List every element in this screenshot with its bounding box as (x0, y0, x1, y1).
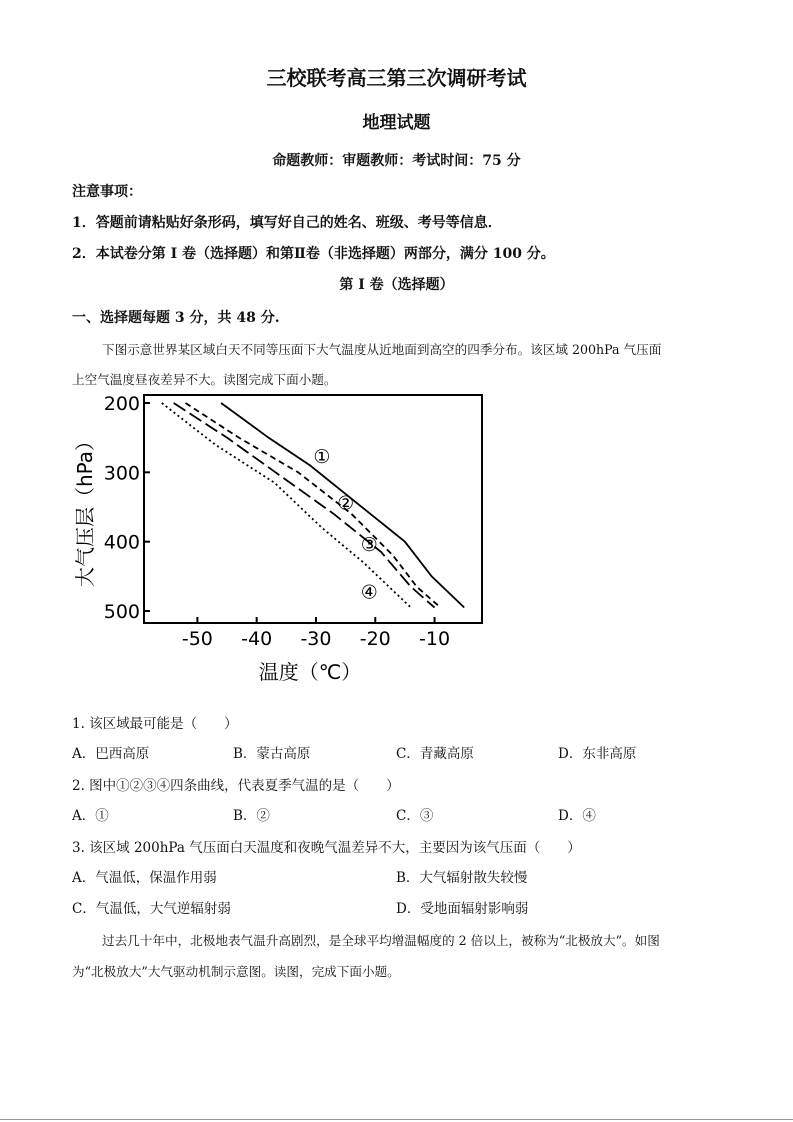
q1-option-c[interactable]: C．青藏高原 (396, 746, 474, 762)
exam-info: 命题教师：审题教师：考试时间：75 分 (272, 153, 521, 169)
series-labels (313, 446, 377, 603)
x-tick-label: -50 (181, 628, 213, 650)
temperature-pressure-chart (70, 385, 500, 685)
y-tick-label: 300 (103, 462, 140, 485)
y-tick-label: 200 (103, 393, 140, 415)
x-axis-label: 温度（℃） (258, 660, 362, 684)
series-label: ① (313, 446, 331, 469)
q3-option-b[interactable]: B．大气辐射散失较慢 (396, 870, 528, 886)
q3-stem: 3. 该区域 200hPa 气压面白天温度和夜晚气温差异不大，主要因为该气压面（ ） (72, 840, 581, 856)
q2-option-d[interactable]: D．④ (558, 808, 596, 824)
notice-item-1: 1．答题前请粘贴好条形码，填写好自己的姓名、班级、考号等信息． (72, 215, 502, 231)
intro1-line2: 上空气温度昼夜差异不大。读图完成下面小题。 (72, 372, 337, 387)
q3-option-d[interactable]: D．受地面辐射影响弱 (396, 901, 529, 917)
intro2-line1: 过去几十年中，北极地表气温升高剧烈，是全球平均增温幅度的 2 倍以上，被称为“北极放大”。如图 (102, 933, 660, 948)
q2-stem: 2. 图中①②③④四条曲线，代表夏季气温的是（ ） (72, 778, 400, 794)
series-line-④ (162, 403, 411, 608)
series-label: ② (337, 492, 355, 515)
q2-option-b[interactable]: B．② (233, 808, 270, 824)
q2-option-a[interactable]: A．① (72, 808, 109, 824)
x-tick-label: -30 (300, 628, 332, 650)
page-bottom-rule (0, 1119, 793, 1120)
intro1-line1: 下图示意世界某区域白天不同等压面下大气温度从近地面到高空的四季分布。该区域 200hPa 气压面 (102, 342, 662, 357)
notice-heading: 注意事项： (72, 184, 142, 200)
x-tick-label: -20 (359, 628, 391, 650)
q3-option-a[interactable]: A．气温低，保温作用弱 (72, 870, 217, 886)
q2-option-c[interactable]: C．③ (396, 808, 434, 824)
q1-option-b[interactable]: B．蒙古高原 (233, 746, 311, 762)
q3-option-c[interactable]: C．气温低，大气逆辐射弱 (72, 901, 231, 917)
exam-title: 三校联考高三第三次调研考试 (266, 66, 527, 90)
x-tick-label: -40 (241, 628, 273, 650)
plot-frame (144, 395, 482, 623)
intro2-line2: 为“北极放大”大气驱动机制示意图。读图，完成下面小题。 (72, 964, 400, 979)
series-label: ③ (360, 534, 378, 557)
series-line-③ (174, 403, 435, 608)
part-heading: 第 I 卷（选择题） (339, 277, 454, 293)
q1-option-d[interactable]: D．东非高原 (558, 746, 637, 762)
x-axis (182, 617, 450, 650)
y-tick-label: 500 (103, 601, 140, 623)
q1-option-a[interactable]: A．巴西高原 (72, 746, 150, 762)
x-tick-label: -10 (419, 628, 451, 650)
series-label: ④ (360, 581, 378, 604)
y-axis-label: 大气压层（hPa） (73, 430, 97, 588)
y-tick-label: 400 (103, 531, 140, 554)
subject-title: 地理试题 (362, 113, 431, 133)
section-heading: 一、选择题每题 3 分，共 48 分. (72, 310, 280, 326)
notice-item-2: 2．本试卷分第 I 卷（选择题）和第Ⅱ卷（非选择题）两部分，满分 100 分。 (72, 246, 555, 262)
series-group (162, 403, 464, 608)
q1-stem: 1. 该区域最可能是（ ） (72, 716, 238, 732)
